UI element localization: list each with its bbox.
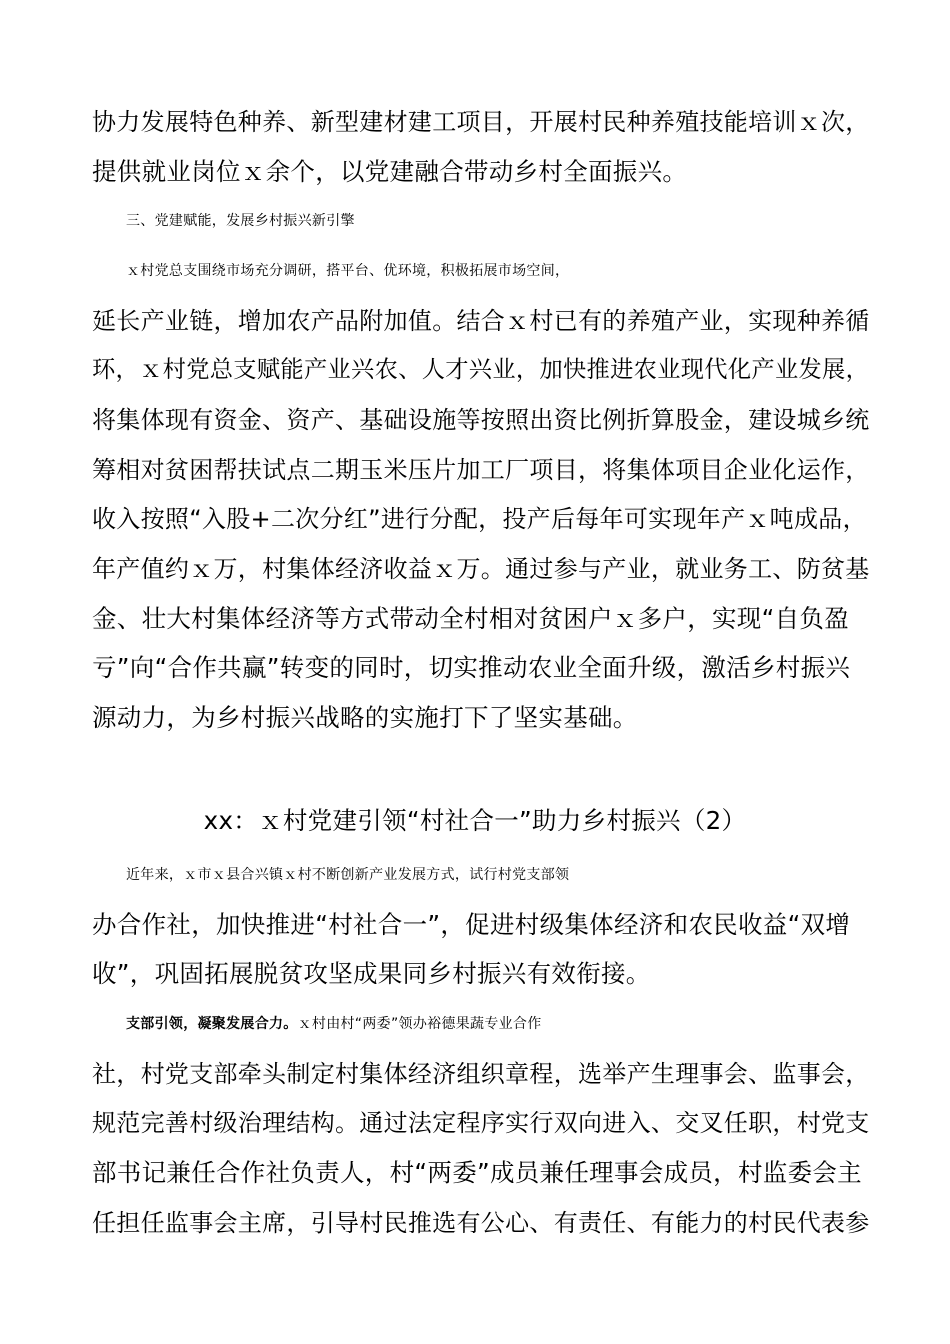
- paragraph-line: 近年来，ｘ市ｘ县合兴镇ｘ村不断创新产业发展方式，试行村党支部领: [126, 867, 570, 883]
- paragraph-line: 协力发展特色种养、新型建材建工项目，开展村民种养殖技能培训ｘ次，: [92, 108, 870, 136]
- paragraph-line: ｘ村党总支围绕市场充分调研，搭平台、优环境，积极拓展市场空间，: [126, 263, 570, 279]
- paragraph-line: 部书记兼任合作社负责人，村“两委”成员兼任理事会成员，村监委会主: [92, 1158, 862, 1187]
- paragraph-line: 亏”向“合作共赢”转变的同时，切实推动农业全面升级，激活乡村振兴: [92, 653, 851, 682]
- paragraph-line: 社，村党支部牵头制定村集体经济组织章程，选举产生理事会、监事会，: [92, 1060, 870, 1088]
- paragraph-line: 筹相对贫困帮扶试点二期玉米压片加工厂项目，将集体项目企业化运作，: [92, 456, 870, 484]
- paragraph-text: ｘ村由村“两委”领办裕德果蔬专业合作: [297, 1016, 542, 1032]
- paragraph-line: 金、壮大村集体经济等方式带动全村相对贫困户ｘ多户，实现“自负盈: [92, 604, 849, 633]
- paragraph-line: 延长产业链，增加农产品附加值。结合ｘ村已有的养殖产业，实现种养循: [92, 307, 870, 335]
- paragraph-line-with-heading: [126, 1009, 906, 1039]
- paragraph-line: 环，ｘ村党总支赋能产业兴农、人才兴业，加快推进农业现代化产业发展，: [92, 356, 870, 383]
- paragraph-line: 年产值约ｘ万，村集体经济收益ｘ万。通过参与产业，就业务工、防贫基: [92, 555, 870, 583]
- paragraph-line: 办合作社，加快推进“村社合一”，促进村级集体经济和农民收益“双增: [92, 910, 851, 939]
- paragraph-line: 任担任监事会主席，引导村民推选有公心、有责任、有能力的村民代表参: [92, 1209, 870, 1237]
- paragraph-line: 提供就业岗位ｘ余个，以党建融合带动乡村全面振兴。: [92, 157, 688, 186]
- article-title: xx：ｘ村党建引领“村社合一”助力乡村振兴（2）: [203, 806, 747, 835]
- paragraph-line: 收入按照“入股+二次分红”进行分配，投产后每年可实现年产ｘ吨成品，: [92, 505, 867, 533]
- paragraph-line: 收”，巩固拓展脱贫攻坚成果同乡村振兴有效衔接。: [92, 959, 651, 988]
- paragraph-line: 将集体现有资金、资产、基础设施等按照出资比例折算股金，建设城乡统: [92, 406, 870, 434]
- paragraph-line: 源动力，为乡村振兴战略的实施打下了坚实基础。: [92, 703, 638, 732]
- paragraph-line: 规范完善村级治理结构。通过法定程序实行双向进入、交叉任职，村党支: [92, 1109, 870, 1137]
- bold-section-heading: 支部引领，凝聚发展合力。: [126, 1016, 298, 1032]
- section-heading-three: 三、党建赋能，发展乡村振兴新引擎: [126, 213, 355, 229]
